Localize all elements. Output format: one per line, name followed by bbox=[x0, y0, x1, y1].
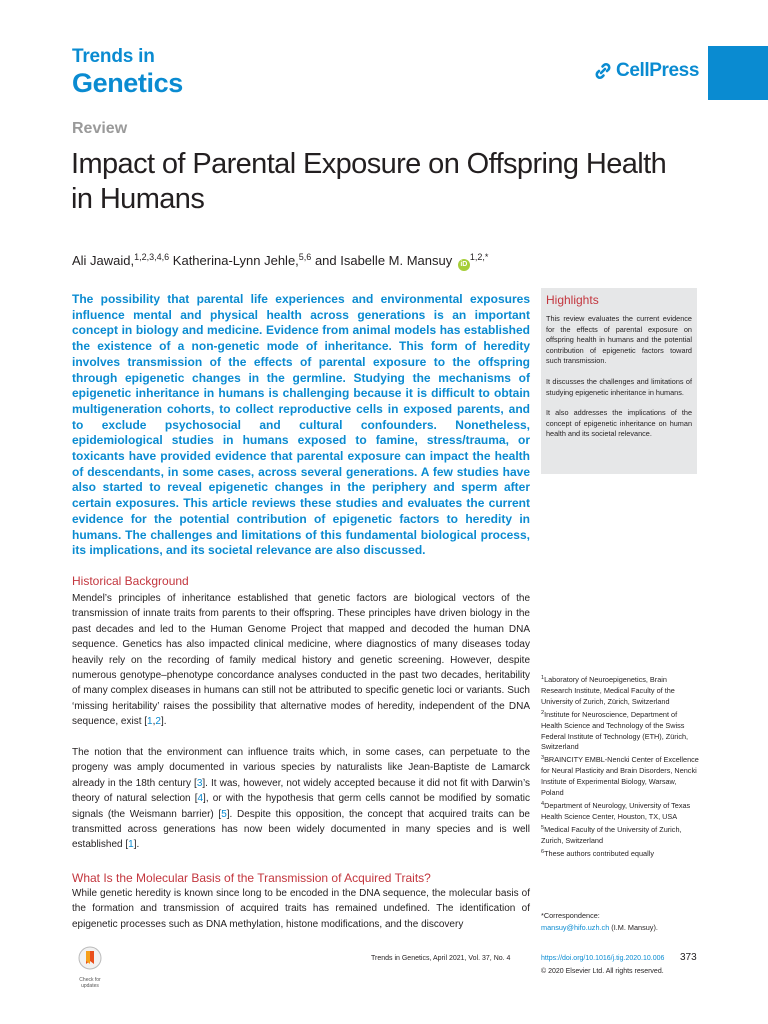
author-1-affil: 1,2,3,4,6 bbox=[134, 252, 170, 262]
author-2[interactable]: Katherina-Lynn Jehle, bbox=[172, 253, 299, 268]
correspondence-label: *Correspondence: bbox=[541, 911, 600, 920]
affiliation-text: Department of Neurology, University of Texas Health Science Center, Houston, TX, USA bbox=[541, 800, 691, 821]
citation-link[interactable]: 2 bbox=[155, 716, 161, 728]
affiliation-number: 4 bbox=[541, 800, 545, 807]
paragraph-text: The notion that the environment can influence traits which, in some cases, can perpetuate to the progeny was amply documented in various species by naturalists like Jean-Baptiste de Lamarck already in the 18th century [ bbox=[72, 747, 530, 789]
author-2-affil: 5,6 bbox=[298, 252, 312, 262]
body-paragraph: The notion that the environment can influence traits which, in some cases, can perpetuate to the progeny was amply documented in various species by naturalists like Jean-Baptiste de Lamarck already in the 18th century [3]. It was, however, not widely accepted because it did not fit with Darwin’s theory of natural selection [4], or with the hypothesis that germ cells cannot be modified by somatic signals (the Weismann barrier) [5]. Despite this opposition, the concept that acquired traits can be transmitted across generations has now been widely documented in many species and is well established [1]. bbox=[72, 747, 530, 851]
correspondence-email-link[interactable]: mansuy@hifo.uzh.ch bbox=[541, 923, 610, 932]
affiliation-item bbox=[541, 823, 699, 847]
affiliation-text: Medical Faculty of the University of Zurich, Zurich, Switzerland bbox=[541, 824, 682, 845]
body-paragraph: Mendel’s principles of inheritance established that genetic factors are biological vectors of the transmission of innate traits from parents to their offspring. These principles have driven biology in the past decades and led to the Human Genome Project that mapped and decoded the human DNA sequence. Genetics has also impacted clinical medicine, where diagnostics of many diseases today heavily rely on the recording of family medical history and genetic screening. However, despite numerous genotype–phenotype concordance analyses conducted in the past two decades, heritability of many complex diseases in humans can still not be attributed to specific genetic loci or variants. Such ‘missing heritability’ raises the possibility that alternative modes of heredity, independent of the DNA sequence, exist [1,2]. bbox=[72, 593, 530, 728]
citation-link[interactable]: 3 bbox=[196, 777, 203, 789]
affiliation-item bbox=[541, 708, 699, 754]
correspondence bbox=[541, 910, 699, 934]
affiliation-text: Laboratory of Neuroepigenetics, Brain Research Institute, Medical Faculty of the University of Zurich, Zürich, Switzerland bbox=[541, 675, 675, 706]
author-1[interactable]: Ali Jawaid, bbox=[72, 253, 135, 268]
affiliation-item bbox=[541, 847, 699, 860]
page-number: 373 bbox=[680, 952, 697, 963]
highlight-item: This review evaluates the current evidence for the effects of parental exposure on offspring health in humans and the potential contribution of epigenetic factors toward such transmission. bbox=[546, 314, 692, 366]
corner-tab bbox=[708, 46, 768, 100]
paragraph-text: ], or with the hypothesis that germ cells cannot be modified by somatic signals (the Weismann barrier) [ bbox=[72, 793, 530, 820]
article-type: Review bbox=[72, 120, 128, 137]
affiliation-item bbox=[541, 753, 699, 799]
affiliation-text: BRAINCITY EMBL-Nencki Center of Excellence for Neural Plasticity and Brain Disorders, Nencki Institute of Experimental Biology, Warsaw, Poland bbox=[541, 755, 699, 798]
journal-name-line2: Genetics bbox=[72, 68, 183, 98]
correspondence-line bbox=[541, 922, 699, 934]
citation-link[interactable]: 4 bbox=[197, 793, 204, 805]
affiliation-number: 2 bbox=[541, 709, 545, 716]
check-updates-icon bbox=[78, 946, 102, 970]
section-heading-molecular-basis: What Is the Molecular Basis of the Transmission of Acquired Traits? bbox=[72, 871, 431, 885]
affiliation-number: 6 bbox=[541, 848, 545, 855]
section-heading-historical-background: Historical Background bbox=[72, 574, 189, 588]
affiliation-item bbox=[541, 799, 699, 823]
footer-copyright: © 2020 Elsevier Ltd. All rights reserved. bbox=[541, 968, 664, 975]
affiliation-text: These authors contributed equally bbox=[544, 848, 654, 858]
paragraph-text: ]. It was, however, not widely accepted because it did not fit with Darwin’s theory of natural selection [ bbox=[72, 777, 530, 805]
check-updates-label: Check for updates bbox=[79, 977, 101, 989]
affiliation-number: 5 bbox=[541, 824, 545, 831]
journal-name bbox=[72, 46, 183, 98]
highlight-item: It discusses the challenges and limitations of studying epigenetic inheritance in humans. bbox=[546, 376, 692, 397]
affiliation-number: 3 bbox=[541, 755, 545, 762]
affiliation-text: Institute for Neuroscience, Department of Health Science and Technology of the Swiss Federal Institute of Technology (ETH), Zürich, Switzerland bbox=[541, 709, 689, 752]
author-list bbox=[72, 249, 488, 271]
highlight-item: It also addresses the implications of the concept of epigenetic inheritance on human health and its societal relevance. bbox=[546, 408, 692, 439]
article-title: Impact of Parental Exposure on Offspring Health in Humans bbox=[71, 148, 667, 215]
paragraph-text: Mendel’s principles of inheritance established that genetic factors are biological vectors of the transmission of innate traits from parents to their offspring. These principles have driven biology in the past decades and led to the Human Genome Project that mapped and decoded the human DNA sequence. Genetics has also impacted clinical medicine, where diagnostics of many diseases today heavily rely on the recording of family medical history and genetic screening. However, despite numerous genotype–phenotype concordance analyses conducted in the past two decades, heritability of many complex diseases in humans can still not be attributed to specific genetic loci or variants. Such ‘missing heritability’ raises the possibility that alternative modes of heredity, independent of the DNA sequence, exist [ bbox=[72, 593, 530, 728]
body-paragraph: While genetic heredity is known since long to be encoded in the DNA sequence, the molecular basis of the formation and transmission of acquired traits has remained undefined. The identification of epigenetic processes such as DNA methylation, histone modifications, and the discovery bbox=[72, 888, 530, 930]
affiliation-item bbox=[541, 673, 699, 708]
author-3[interactable]: and Isabelle M. Mansuy bbox=[314, 253, 453, 268]
paragraph-text: ]. Despite this opposition, the concept that acquired traits can be transmitted across generations has now been widely documented in many species and is well established [ bbox=[72, 808, 530, 851]
affiliation-number: 1 bbox=[541, 675, 545, 681]
cellpress-icon bbox=[594, 62, 612, 80]
check-for-updates-badge[interactable] bbox=[73, 946, 107, 990]
doi-link[interactable]: https://doi.org/10.1016/j.tig.2020.10.006 bbox=[541, 955, 665, 962]
highlights-title: Highlights bbox=[546, 293, 599, 307]
citation-link[interactable]: 5 bbox=[221, 808, 227, 820]
publisher-name: CellPress bbox=[616, 60, 700, 81]
affiliations bbox=[541, 673, 699, 860]
correspondence-name: (I.M. Mansuy). bbox=[609, 923, 658, 932]
footer-citation: Trends in Genetics, April 2021, Vol. 37, No. 4 bbox=[371, 955, 511, 962]
abstract: The possibility that parental life experiences and environmental exposures influence mental and physical health across generations is an important concept in biology and medicine. Evidence from animal models has established the existence of a non-genetic mode of inheritance. This form of heredity involves transmission of the effects of parental exposure to the offspring through epigenetic changes in the germline. Studying the mechanisms of epigenetic inheritance in humans is challenging because it is difficult to obtain multigeneration cohorts, to collect reproductive cells in exposed parents, and to exclude psychosocial and cultural confounders. Nonetheless, epidemiological studies in humans exposed to famine, stress/trauma, or toxicants have provided evidence that parental exposure can impact the health of descendants, in some cases, across several generations. A few studies have also started to reveal epigenetic changes in the periphery and sperm after certain exposures. This article reviews these studies and evaluates the current evidence for the potential contribution of epigenetic factors to heredity in humans. The challenges and limitations of this fundamental biological process, its implications, and its societal relevance are also discussed. bbox=[72, 292, 530, 558]
highlights-box bbox=[541, 288, 697, 474]
journal-name-line1: Trends in bbox=[72, 46, 155, 67]
publisher-logo[interactable] bbox=[594, 60, 699, 82]
citation-link[interactable]: 1 bbox=[128, 839, 134, 851]
citation-link[interactable]: 1 bbox=[147, 716, 153, 728]
orcid-icon[interactable]: iD bbox=[458, 259, 470, 271]
author-3-affil: 1,2,* bbox=[469, 252, 489, 262]
